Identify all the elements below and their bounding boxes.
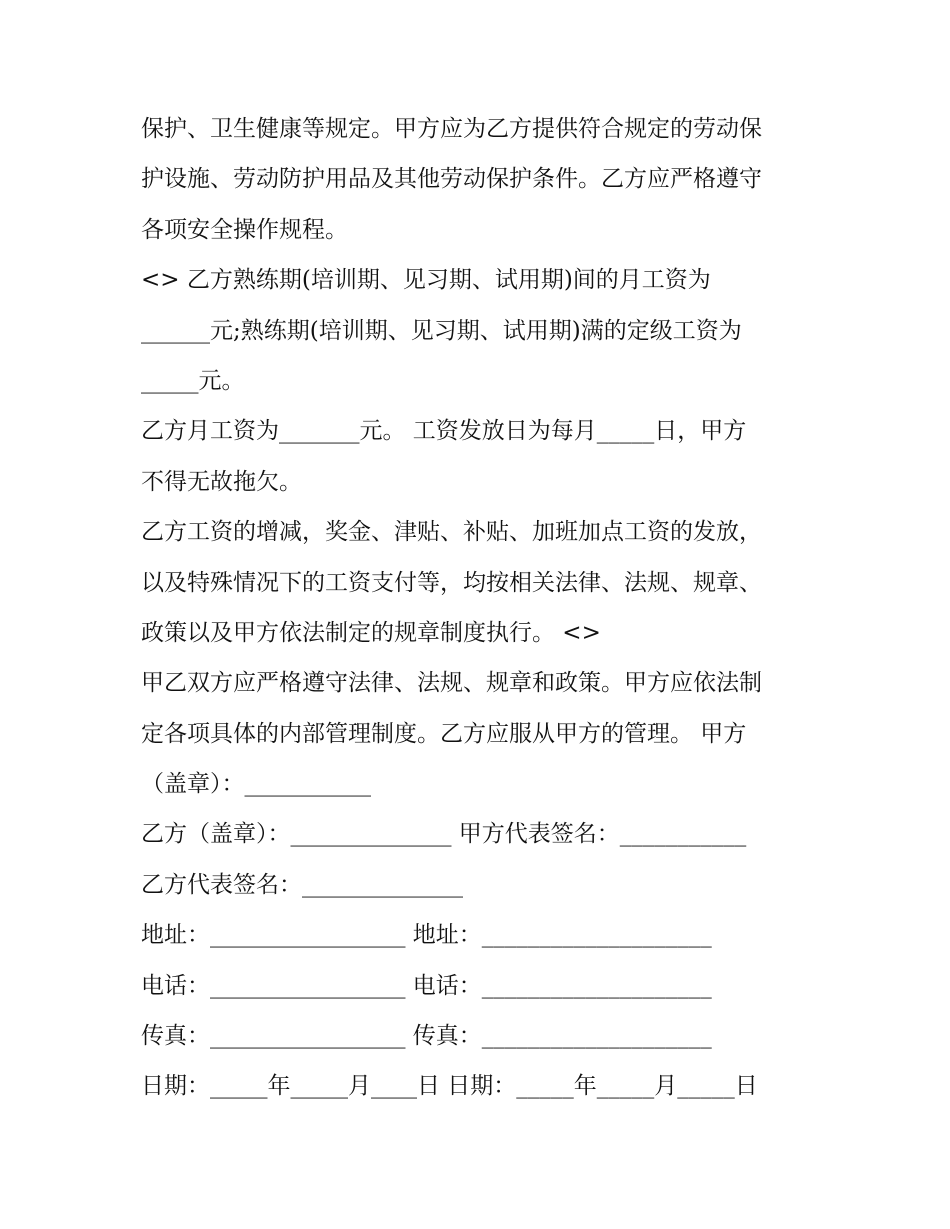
- text-line: 乙方工资的增减，奖金、津贴、补贴、加班加点工资的发放，: [141, 519, 762, 546]
- signature-line: （盖章）：___________: [141, 771, 371, 798]
- text-line: 政策以及甲方依法制定的规章制度执行。 <>: [141, 619, 601, 646]
- signature-line: 乙方（盖章）：______________ 甲方代表签名：___________: [141, 821, 747, 848]
- text-line: 甲乙双方应严格遵守法律、法规、规章和政策。甲方应依法制: [141, 670, 762, 697]
- text-line: 定各项具体的内部管理制度。乙方应服从甲方的管理。 甲方: [141, 720, 747, 747]
- text-line: <> 乙方熟练期(培训期、见习期、试用期)间的月工资为: [141, 267, 711, 294]
- date-line: 日期：_____年_____月____日 日期：_____年_____月_____日: [141, 1073, 758, 1100]
- text-line: 不得无故拖欠。: [141, 468, 302, 495]
- text-line: 保护、卫生健康等规定。甲方应为乙方提供符合规定的劳动保: [141, 116, 762, 142]
- text-line: 护设施、劳动防护用品及其他劳动保护条件。乙方应严格遵守: [141, 166, 762, 193]
- address-line: 地址：_________________ 地址：____________________: [141, 922, 712, 949]
- text-line: _____元。: [141, 367, 245, 394]
- contract-text: [141, 104, 821, 1112]
- phone-line: 电话：_________________ 电话：____________________: [141, 972, 712, 999]
- fax-line: 传真：_________________ 传真：____________________: [141, 1023, 712, 1050]
- text-line: 以及特殊情况下的工资支付等，均按相关法律、法规、规章、: [141, 569, 762, 596]
- text-line: 各项安全操作规程。: [141, 216, 348, 243]
- text-line: 乙方月工资为_______元。 工资发放日为每月_____日，甲方: [141, 418, 747, 445]
- signature-line: 乙方代表签名：______________: [141, 871, 463, 898]
- text-line: ______元;熟练期(培训期、见习期、试用期)满的定级工资为: [141, 317, 742, 344]
